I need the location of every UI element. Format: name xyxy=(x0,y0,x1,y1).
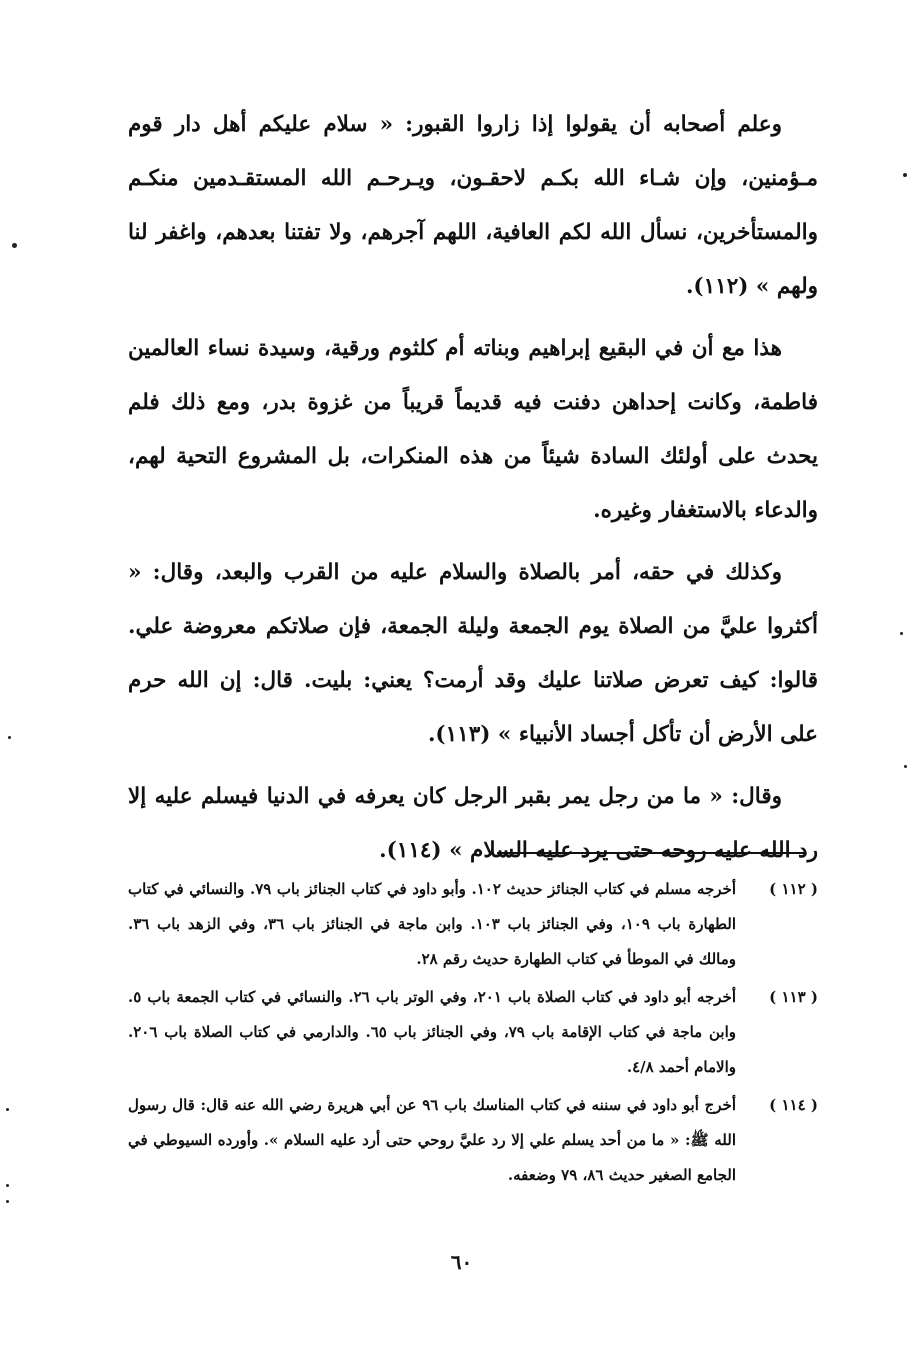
main-text xyxy=(128,98,818,878)
footnote-text: أخرجه أبو داود في كتاب الصلاة باب ٢٠١، وفي الوتر باب ٢٦. والنسائي في كتاب الجمعة باب ٥. وابن ماجة في كتاب الإقامة باب ٧٩، وفي الجنائز باب ٦٥. والدارمي في كتاب الصلاة باب ٢٠٦. والامام أحمد ٤/٨. xyxy=(128,988,737,1076)
footnote-divider xyxy=(497,852,805,854)
scan-speck xyxy=(904,765,907,768)
paragraph-3: وكذلك في حقه، أمر بالصلاة والسلام عليه من القرب والبعد، وقال: « أكثروا عليَّ من الصلاة يوم الجمعة وليلة الجمعة، فإن صلاتكم معروضة علي. قالوا: كيف تعرض صلاتنا عليك وقد أرمت؟ يعني: بليت. قال: إن الله حرم على الأرض أن تأكل أجساد الأنبياء » (١١٣). xyxy=(128,560,818,747)
scan-speck xyxy=(12,243,17,248)
scan-speck xyxy=(8,736,11,739)
page-number: ٦٠ xyxy=(450,1250,473,1274)
footnote-number: ( ١١٣ ) xyxy=(769,988,818,1006)
scan-speck xyxy=(903,173,907,177)
footnote-text: أخرجه مسلم في كتاب الجنائز حديث ١٠٢. وأبو داود في كتاب الجنائز باب ٧٩. والنسائي في كتاب الطهارة باب ١٠٩، وفي الجنائز باب ١٠٣. وابن ماجة في الجنائز باب ٣٦، وفي الزهد باب ٣٦. ومالك في الموطأ في كتاب الطهارة حديث رقم ٢٨. xyxy=(128,880,736,968)
footnote-text: أخرج أبو داود في سننه في كتاب المناسك باب ٩٦ عن أبي هريرة رضي الله عنه قال: قال رسول الله ﷺ: « ما من أحد يسلم علي إلا رد عليَّ روحي حتى أرد عليه السلام ». وأورده السيوطي في الجامع الصغير حديث ٨٦، ٧٩ وضعفه. xyxy=(128,1096,736,1184)
scan-speck xyxy=(6,1108,9,1111)
scan-speck xyxy=(6,1184,9,1187)
footnote-112 xyxy=(128,872,818,977)
scan-speck xyxy=(900,632,903,635)
paragraph-1: وعلم أصحابه أن يقولوا إذا زاروا القبور: « سلام عليكم أهل دار قوم مـؤمنين، وإن شـاء الله بكـم لاحقـون، ويـرحـم الله المستقـدمين منكـم والمستأخرين، نسأل الله لكم العافية، اللهم آجرهم، ولا تفتنا بعدهم، واغفر لنا ولهم » (١١٢). xyxy=(128,112,818,299)
scan-speck xyxy=(6,1200,9,1203)
paragraph-2: هذا مع أن في البقيع إبراهيم وبناته أم كلثوم ورقية، وسيدة نساء العالمين فاطمة، وكانت إحداهن دفنت فيه قديماً قريباً من غزوة بدر، ومع ذلك فلم يحدث على أولئك السادة شيئاً من هذه المنكرات، بل المشروع التحية لهم، والدعاء بالاستغفار وغيره. xyxy=(128,336,818,523)
footnote-114 xyxy=(128,1088,818,1193)
footnotes xyxy=(128,872,818,1196)
footnote-113 xyxy=(128,980,818,1085)
footnote-number: ( ١١٤ ) xyxy=(769,1096,818,1114)
paragraph-4: وقال: « ما من رجل يمر بقبر الرجل كان يعرفه في الدنيا فيسلم عليه إلا رد الله عليه روحه حتى يرد عليه السلام » (١١٤). xyxy=(128,784,818,863)
footnote-number: ( ١١٢ ) xyxy=(769,880,818,898)
